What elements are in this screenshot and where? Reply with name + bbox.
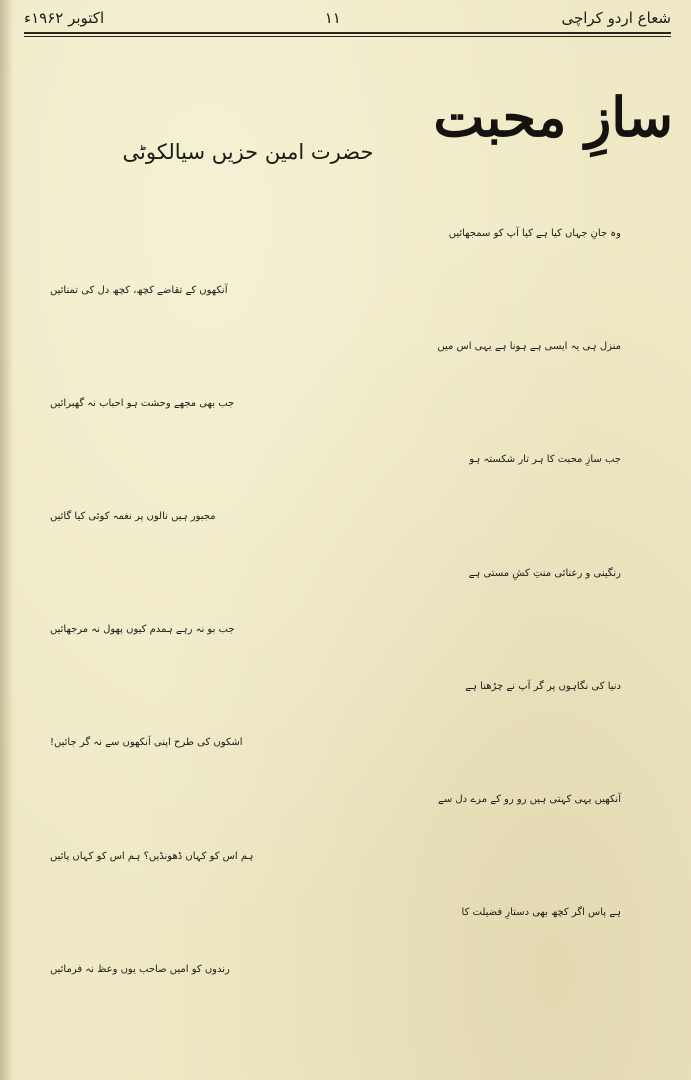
- poem-line: مجبور ہیں نالوں پر نغمہ کوئی کیا گائیں: [50, 510, 216, 522]
- poem-line: جب بو نہ رہے ہمدم کیوں پھول نہ مرجھائیں: [50, 624, 235, 636]
- issue-date: اکتوبر ۱۹۶۲ء: [24, 9, 105, 27]
- poem-author: حضرت امین حزیں سیالکوٹی: [122, 140, 374, 164]
- page-edge-shadow: [0, 0, 14, 1080]
- poem-line: منزل ہی یہ ایسی ہے ہونا ہے یہی اس میں: [437, 341, 621, 353]
- poem-line: رندوں کو امیں صاحب یوں وعظ نہ فرمائیں: [50, 963, 230, 975]
- poem-line: اشکوں کی طرح اپنی آنکھوں سے نہ گر جائیں!: [50, 737, 243, 749]
- header-rule: [24, 32, 671, 34]
- poem-line: جب سازِ محبت کا ہر تار شکستہ ہو: [469, 454, 621, 466]
- poem-body: [40, 206, 661, 998]
- running-header: [24, 6, 671, 30]
- poem-line: آنکھوں کے تقاضے کچھ، کچھ دل کی تمنائیں: [50, 284, 228, 296]
- poem-line: ہم اس کو کہاں ڈھونڈیں؟ ہم اس کو کہاں پائیں: [50, 850, 254, 862]
- page-number: ۱۱: [324, 9, 341, 27]
- poem-line: دنیا کی نگاہوں پر گر آپ نے چڑھنا ہے: [465, 680, 621, 692]
- poem-title: سازِ محبت: [433, 85, 673, 149]
- journal-name: شعاع اردو کراچی: [561, 9, 671, 27]
- poem-line: آنکھیں یہی کہتی ہیں رو رو کے مرے دل سے: [438, 793, 621, 805]
- poem-line: ہے پاس اگر کچھ بھی دستارِ فضیلت کا: [461, 907, 621, 919]
- poem-line: وہ جانِ جہاں کیا ہے کیا آپ کو سمجھائیں: [448, 228, 621, 239]
- header-rule-thin: [24, 36, 671, 37]
- poem-line: جب بھی مجھے وحشت ہو احباب نہ گھبرائیں: [50, 397, 235, 409]
- poem-line: رنگینی و رعنائی منتِ کشِ مستی ہے: [468, 567, 621, 579]
